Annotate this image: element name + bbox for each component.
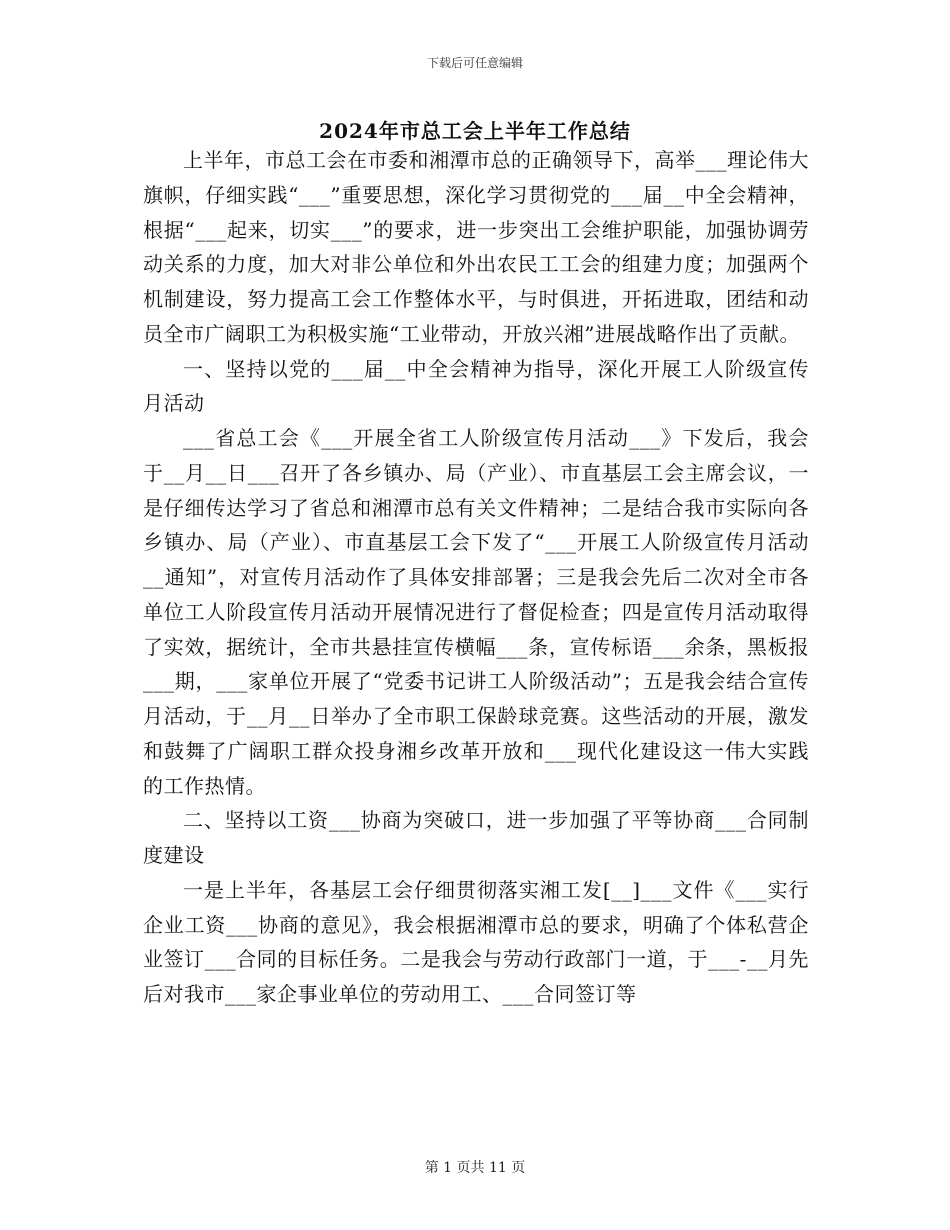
page-number: 第 1 页共 11 页 bbox=[424, 1160, 526, 1176]
paragraph-intro: 上半年，市总工会在市委和湘潭市总的正确领导下，高举___理论伟大旗帜，仔细实践“___”重要思想，深化学习贯彻党的___届__中全会精神，根据“___起来，切实___”的要求，进一步突出工会维护职能，加强协调劳动关系的力度，加大对非公单位和外出农民工工会的组建力度；加强两个机制建设，努力提高工会工作整体水平，与时俱进，开拓进取，团结和动员全市广阔职工为积极实施“工业带动，开放兴湘”进展战略作出了贡献。 bbox=[143, 148, 809, 346]
document-title: 2024年市总工会上半年工作总结 bbox=[319, 119, 631, 143]
paragraph-section-1: ___省总工会《___开展全省工人阶级宣传月活动___》下发后，我会于__月__日___召开了各乡镇办、局（产业）、市直基层工会主席会议，一是仔细传达学习了省总和湘潭市总有关文件精神；二是结合我市实际向各乡镇办、局（产业）、市直基层工会下发了“___开展工人阶级宣传月活动__通知”，对宣传月活动作了具体安排部署；三是我会先后二次对全市各单位工人阶段宣传月活动开展情况进行了督促检查；四是宣传月活动取得了实效，据统计，全市共悬挂宣传横幅___条，宣传标语___余条，黑板报___期，___家单位开展了“党委书记讲工人阶级活动”；五是我会结合宣传月活动，于__月__日举办了全市职工保龄球竞赛。这些活动的开展，激发和鼓舞了广阔职工群众投身湘乡改革开放和___现代化建设这一伟大实践的工作热情。 bbox=[143, 426, 809, 798]
section-heading-1: 一、坚持以党的___届__中全会精神为指导，深化开展工人阶级宣传月活动 bbox=[143, 356, 809, 416]
page-header-note: 下载后可任意编辑 bbox=[426, 56, 523, 70]
paragraph-section-2: 一是上半年，各基层工会仔细贯彻落实湘工发[__]___文件《___实行企业工资___协商的意见》，我会根据湘潭市总的要求，明确了个体私营企业签订___合同的目标任务。二是我会与劳动行政部门一道，于___-__月先后对我市___家企事业单位的劳动用工、___合同签订等 bbox=[143, 877, 809, 1006]
section-heading-2: 二、坚持以工资___协商为突破口，进一步加强了平等协商___合同制度建设 bbox=[143, 808, 809, 867]
document-body bbox=[143, 143, 809, 1012]
